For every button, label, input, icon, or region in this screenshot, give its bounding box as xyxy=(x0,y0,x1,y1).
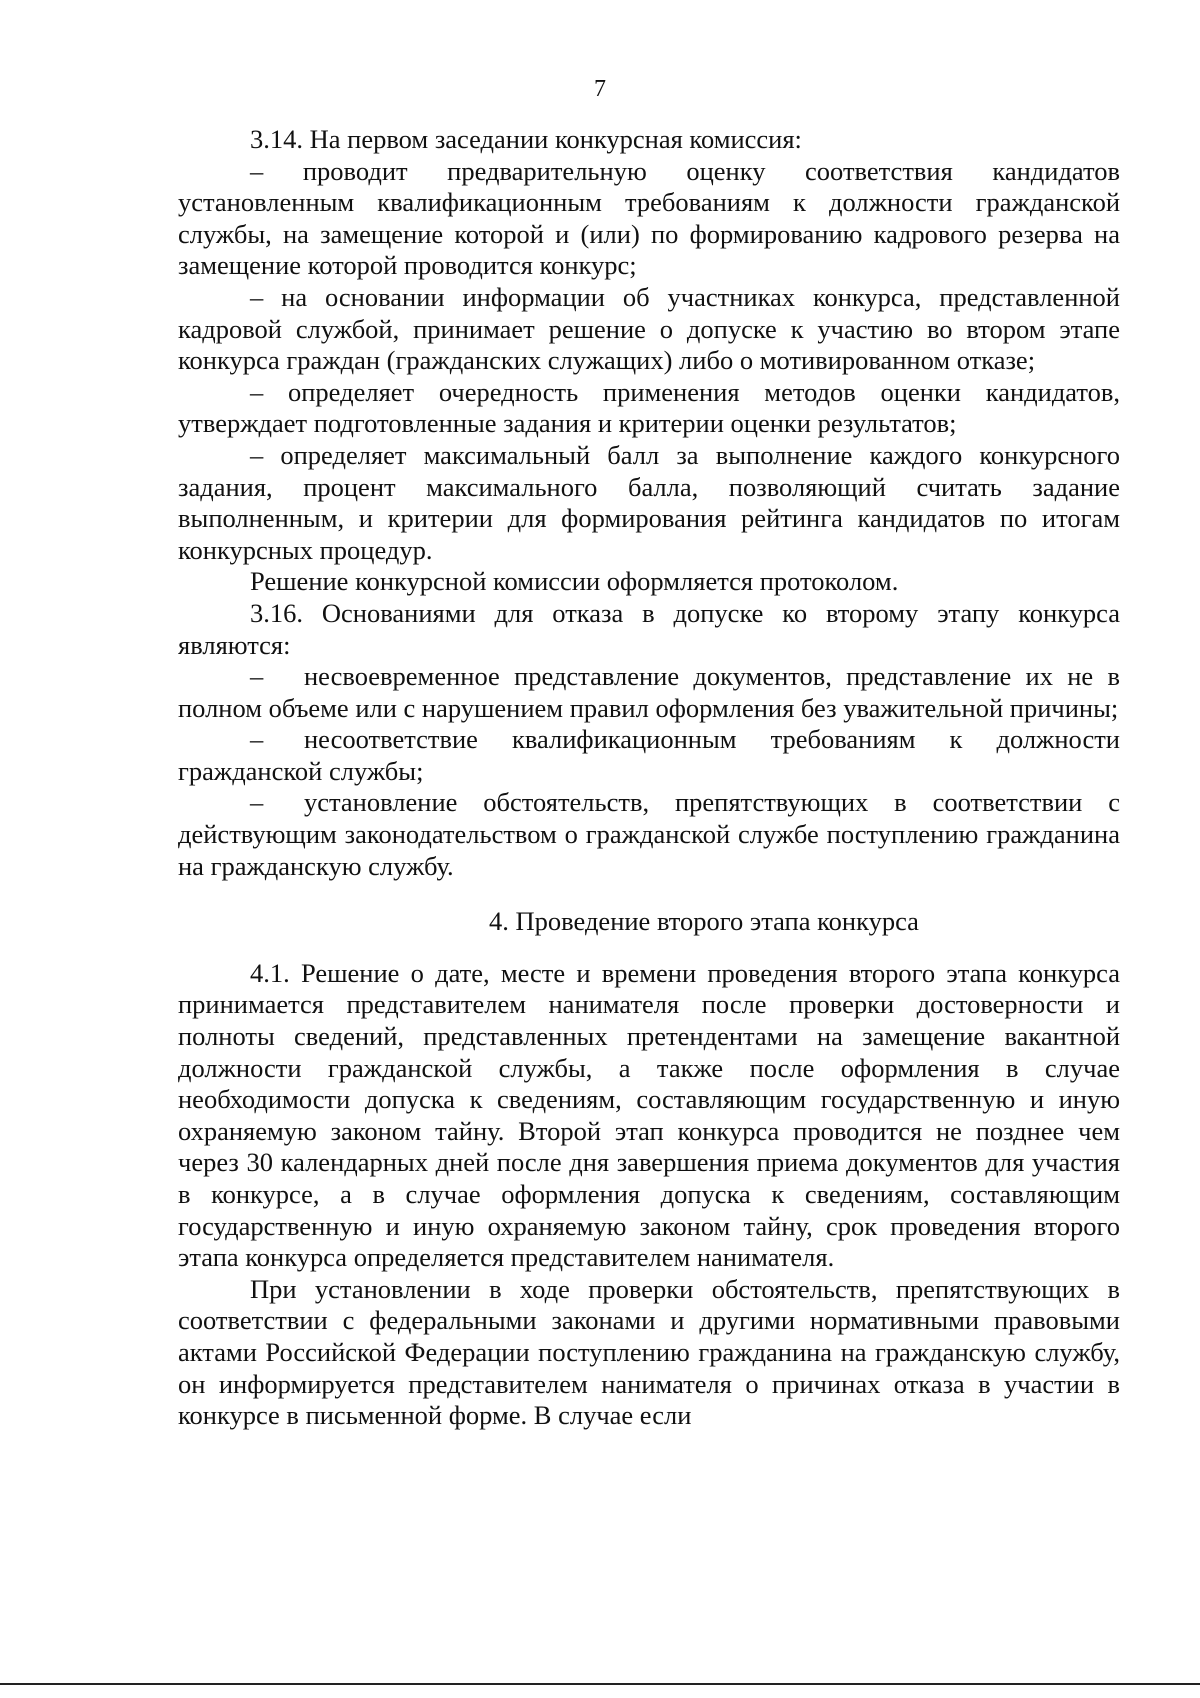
list-item-preliminary-assessment: – проводит предварительную оценку соответствия кандидатов установленным квалификационным требованиям к должности гражданской службы, на замещение которой и (или) по формированию кадрового резерва на замещение которой проводится конкурс; xyxy=(178,155,1120,281)
list-item-text: установление обстоятельств, препятствующих в соответствии с действующим законодательством о гражданской службе поступлению гражданина на гражданскую службу. xyxy=(178,787,1120,881)
document-body xyxy=(178,124,1120,1432)
paragraph-3-14: 3.14. На первом заседании конкурсная комиссия: xyxy=(250,124,802,154)
paragraph-protocol: Решение конкурсной комиссии оформляется протоколом. xyxy=(250,566,899,597)
dash-marker: – xyxy=(250,787,264,818)
bottom-divider xyxy=(0,1683,1200,1685)
list-item-text: несоответствие квалификационным требованиям к должности гражданской службы; xyxy=(178,724,1120,786)
paragraph-verification: При установлении в ходе проверки обстоятельств, препятствующих в соответствии с федеральными законами и другими нормативными правовыми актами Российской Федерации поступлению гражданина на гражданскую службу, он информируется представителем нанимателя о причинах отказа в участии в конкурсе в письменной форме. В случае если xyxy=(178,1273,1120,1431)
section-heading-4: 4. Проведение второго этапа конкурса xyxy=(489,906,919,937)
list-item-obstacles xyxy=(178,787,1120,882)
paragraph-4-1: 4.1. Решение о дате, месте и времени проведения второго этапа конкурса принимается представителем нанимателя после проверки достоверности и полноты сведений, представленных претендентами на замещение вакантной должности гражданской службы, а также после оформления в случае необходимости допуска к сведениям, составляющим государственную и иную охраняемую законом тайну. Второй этап конкурса проводится не позднее чем через 30 календарных дней после дня завершения приема документов для участия в конкурсе, а в случае оформления допуска к сведениям, составляющим государственную и иную охраняемую законом тайну, срок проведения второго этапа конкурса определяется представителем нанимателя. xyxy=(178,957,1120,1273)
list-item-assessment-order: – определяет очередность применения методов оценки кандидатов, утверждает подготовленные задания и критерии оценки результатов; xyxy=(178,376,1120,439)
list-item-late-documents xyxy=(178,661,1120,724)
list-item-admission-decision: – на основании информации об участниках конкурса, представленной кадровой службой, принимает решение о допуске к участию во втором этапе конкурса граждан (гражданских служащих) либо о мотивированном отказе; xyxy=(178,281,1120,376)
list-item-text: несвоевременное представление документов, представление их не в полном объеме или с нарушением правил оформления без уважительной причины; xyxy=(178,661,1120,723)
page-number: 7 xyxy=(594,76,606,102)
dash-marker: – xyxy=(250,661,264,692)
dash-marker: – xyxy=(250,724,264,755)
list-item-max-score: – определяет максимальный балл за выполнение каждого конкурсного задания, процент максимального балла, позволяющий считать задание выполненным, и критерии для формирования рейтинга кандидатов по итогам конкурсных процедур. xyxy=(178,439,1120,565)
list-item-qualification-mismatch xyxy=(178,724,1120,787)
paragraph-3-16: 3.16. Основаниями для отказа в допуске ко второму этапу конкурса являются: xyxy=(178,597,1120,660)
